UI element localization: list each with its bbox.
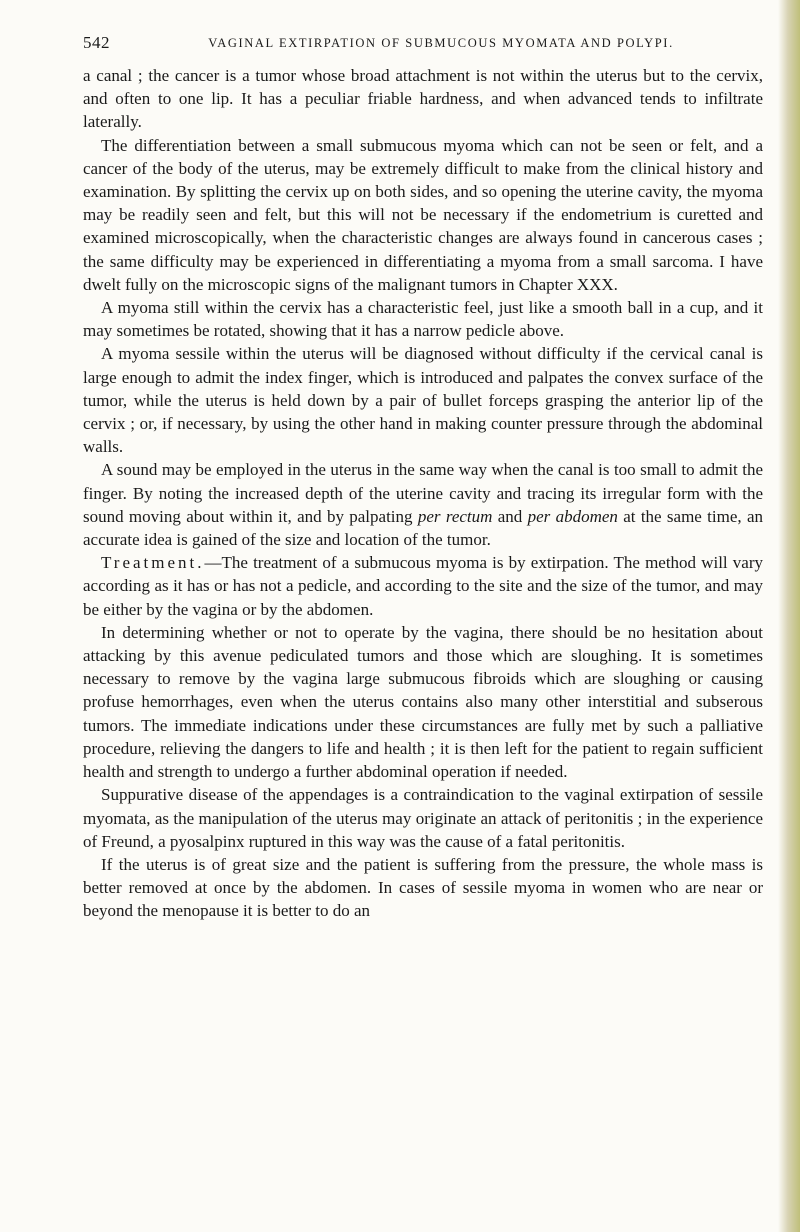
paragraph: The differentiation between a small submucous myoma which can not be seen or felt, and a cancer of the body of the uterus, may be extremely difficult to make from the clinical history and examination. By splitting the cervix up on both sides, and so opening the uterine cavity, the myoma may be readily seen and felt, but this will not be necessary if the endometrium is curetted and examined microscopically, when the characteristic changes are always found in cancerous cases ; the same difficulty may be experienced in differentiating a myoma from a small sarcoma. I have dwelt fully on the microscopic signs of the malignant tumors in Chapter XXX.: [83, 135, 763, 294]
paragraph-text: A sound may be employed in the uterus in the same way when the canal is too small to admit the finger. By noting the increased depth of the uterine cavity and tracing its irregular form with the sound moving about within it, and by palpating: [83, 460, 763, 526]
body-text: [83, 64, 763, 923]
running-head: VAGINAL EXTIRPATION OF SUBMUCOUS MYOMATA AND POLYPI.: [208, 36, 674, 50]
page-header: [83, 33, 763, 57]
latin-phrase: per abdomen: [527, 506, 618, 526]
paragraph: Suppurative disease of the appendages is a contraindication to the vaginal extirpation of sessile myomata, as the manipulation of the uterus may originate an attack of peritonitis ; in the experience of Freund, a pyosalpinx ruptured in this way was the cause of a fatal peritonitis.: [83, 785, 763, 851]
paragraph: A myoma still within the cervix has a characteristic feel, just like a smooth ball in a cup, and it may sometimes be rotated, showing that it has a narrow pedicle above.: [83, 298, 763, 341]
paragraph: [83, 458, 763, 551]
latin-phrase: per rectum: [417, 506, 493, 526]
paragraph: [83, 551, 763, 621]
page-edge-shadow: [778, 0, 800, 1232]
page-number: 542: [83, 33, 110, 52]
paragraph-text: —The treatment of a submucous myoma is by extirpation. The method will vary according as it has or has not a pedicle, and according to the site and the size of the tumor, and may be either by the vagina or by the abdomen.: [83, 553, 763, 619]
paragraph: a canal ; the cancer is a tumor whose broad attachment is not within the uterus but to the cervix, and often to one lip. It has a peculiar friable hardness, and when advanced tends to infiltrate laterally.: [83, 66, 763, 132]
paragraph: In determining whether or not to operate by the vagina, there should be no hesitation about attacking by this avenue pediculated tumors and those which are sloughing. It is sometimes necessary to remove by the vagina large submucous fibroids which are sloughing or causing profuse hemorrhages, even when the uterus contains also many other interstitial and subserous tumors. The immediate indications under these circumstances are fully met by such a palliative procedure, relieving the dangers to life and health ; it is then left for the patient to regain sufficient health and strength to undergo a further abdominal operation if needed.: [83, 622, 763, 782]
paragraph-text: at the same time, an accurate idea is gained of the size and location of the tumor.: [83, 506, 764, 550]
paragraph: If the uterus is of great size and the patient is suffering from the pressure, the whole mass is better removed at once by the abdomen. In cases of sessile myoma in women who are near or beyond the menopause it is better to do an: [83, 854, 763, 921]
paragraph-text: and: [492, 506, 528, 526]
section-heading: Treatment.: [101, 553, 205, 573]
paragraph: A myoma sessile within the uterus will be diagnosed without difficulty if the cervical canal is large enough to admit the index finger, which is introduced and palpates the convex surface of the tumor, while the uterus is held down by a pair of bullet forceps grasping the anterior lip of the cervix ; or, if necessary, by using the other hand in making counter pressure through the abdominal walls.: [83, 344, 763, 457]
